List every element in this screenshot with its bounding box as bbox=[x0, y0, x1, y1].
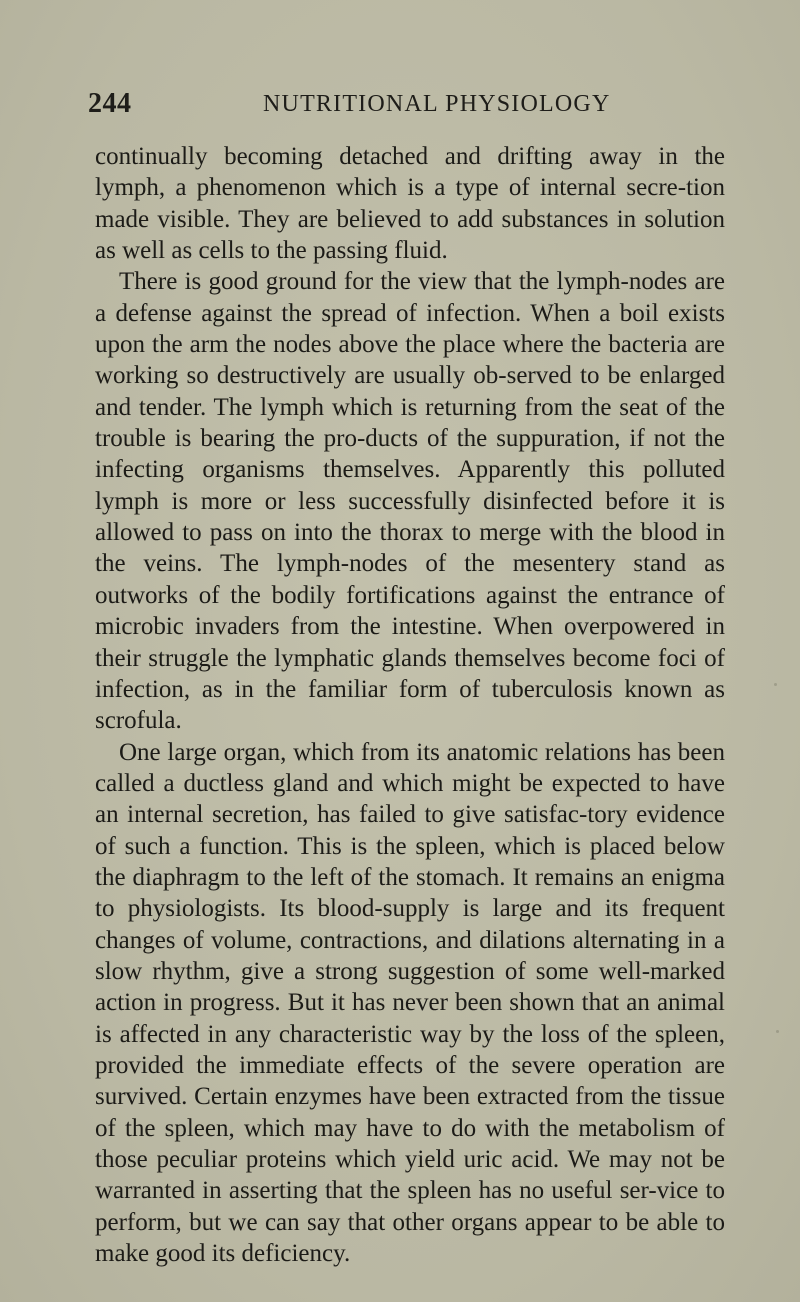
paragraph-continuation: continually becoming detached and drifting away in the lymph, a phenomenon which is a type of internal secre-tion made visible. They are believed to add substances in solution as well as cells to the passing fluid. bbox=[95, 143, 725, 265]
paper-speck bbox=[776, 1030, 779, 1033]
page-number: 244 bbox=[88, 88, 132, 119]
paper-speck bbox=[774, 683, 777, 686]
running-head: NUTRITIONAL PHYSIOLOGY bbox=[263, 91, 611, 117]
paragraph-spleen: One large organ, which from its anatomic relations has been called a ductless gland and which might be expected to have an internal secretion, has failed to give satisfac-tory evidence of such a function. This is the spleen, which is placed below the diaphragm to the left of the stomach. It remains an enigma to physiologists. Its blood-supply is large and its frequent changes of volume, contractions, and dilations alternating in a slow rhythm, give a strong suggestion of some well-marked action in progress. But it has never been shown that an animal is affected in any characteristic way by the loss of the spleen, provided the immediate effects of the severe operation are survived. Certain enzymes have been extracted from the tissue of the spleen, which may have to do with the metabolism of those peculiar proteins which yield uric acid. We may not be warranted in asserting that the spleen has no useful ser-vice to perform, but we can say that other organs appear to be able to make good its deficiency. bbox=[95, 738, 725, 1268]
body-text bbox=[95, 141, 725, 1269]
paragraph-lymph-nodes: There is good ground for the view that the lymph-nodes are a defense against the spread of infection. When a boil exists upon the arm the nodes above the place where the bacteria are working so destructively are usually ob-served to be enlarged and tender. The lymph which is returning from the seat of the trouble is bearing the pro-ducts of the suppuration, if not the infecting organisms themselves. Apparently this polluted lymph is more or less successfully disinfected before it is allowed to pass on into the thorax to merge with the blood in the veins. The lymph-nodes of the mesentery stand as outworks of the bodily fortifications against the entrance of microbic invaders from the intestine. When overpowered in their struggle the lymphatic glands themselves become foci of infection, as in the familiar form of tuberculosis known as scrofula. bbox=[95, 268, 725, 735]
page-header bbox=[88, 88, 728, 128]
